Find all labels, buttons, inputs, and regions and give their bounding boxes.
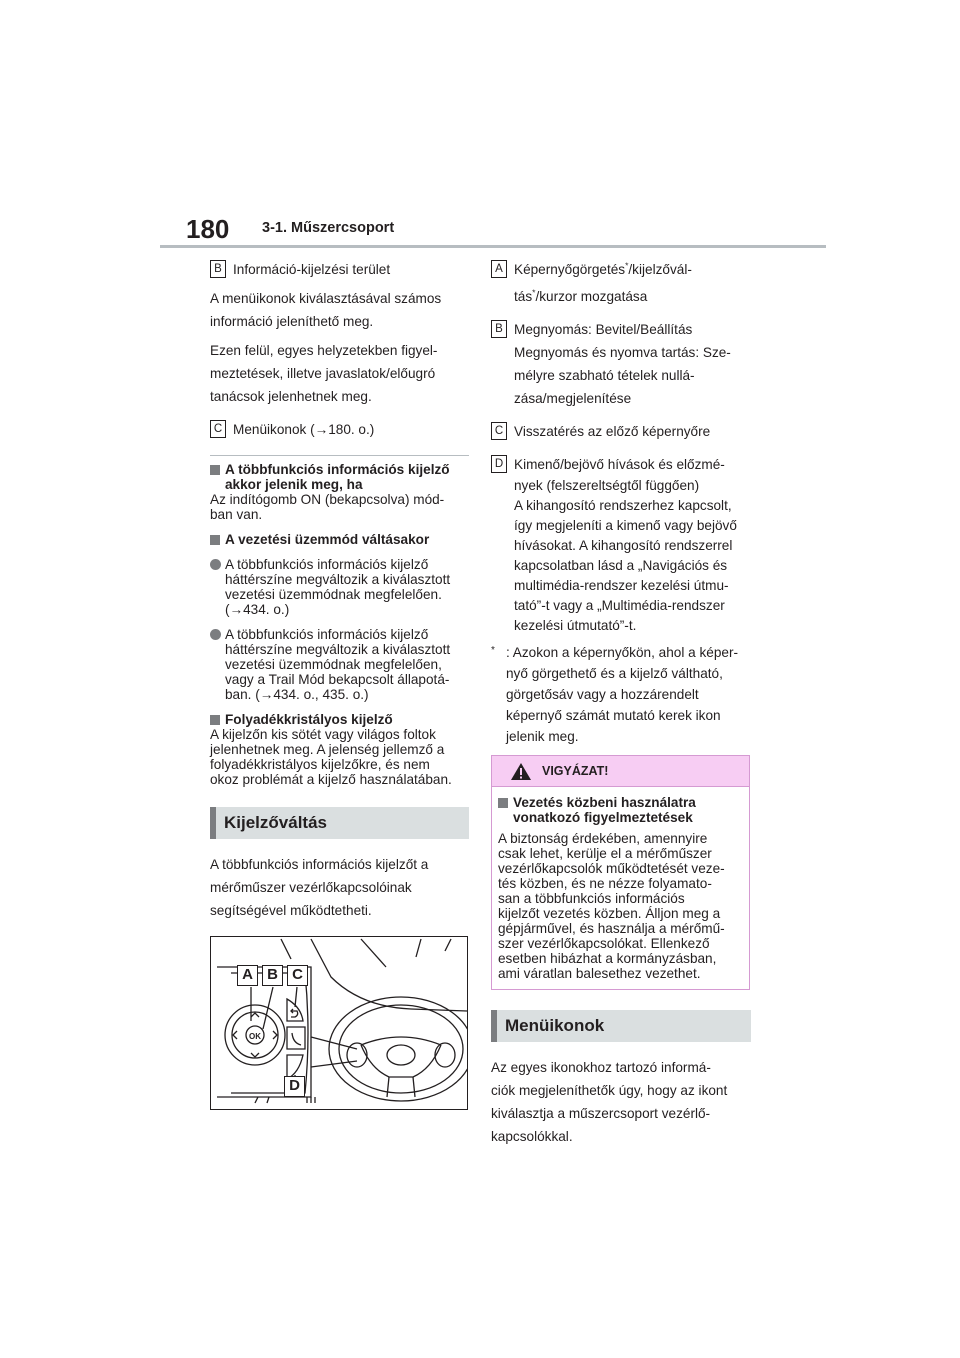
round-bullet-icon [210, 629, 221, 640]
bullet-item: A többfunkciós információs kijelző háttérszíne megváltozik a kiválasztott vezetési üzemmódnak megfelelően, vagy a Trail Mód bekapcsolt állapotá- ban. (→434. o., 435. o.) [210, 627, 469, 702]
caution-box [491, 755, 750, 990]
item-d-calls: D Kimenő/bejövő hívások és előzmé- [491, 453, 751, 476]
item-b-info-area [210, 258, 469, 281]
label-box-b: B [491, 320, 507, 338]
text-line: jelenhetnek meg. A jelenség jellemző a [210, 742, 445, 757]
item-a-scroll: A Képernyőgörgetés*/kijelzővál- [491, 258, 751, 281]
text-line: okoz problémát a kijelző használatában. [210, 772, 452, 787]
paragraph-line: segítségével működtetheti. [210, 903, 372, 918]
figure-label-d: D [284, 1076, 305, 1097]
item-b-press: B Megnyomás: Bevitel/Beállítás [491, 318, 751, 341]
item-b-title: Információ-kijelzési terület [233, 262, 391, 277]
square-bullet-icon [210, 465, 220, 475]
right-column [491, 258, 751, 1148]
item-c-title: Menüikonok (→180. o.) [233, 422, 375, 437]
section-header: 3-1. Műszercsoport [262, 220, 395, 236]
text-line: nyek (felszereltségtől függően) [514, 478, 700, 493]
figure-label-b: B [262, 965, 283, 986]
square-bullet-icon [498, 798, 508, 808]
round-bullet-icon [210, 559, 221, 570]
label-box-d: D [491, 455, 507, 473]
square-bullet-icon [210, 535, 220, 545]
divider [210, 455, 469, 456]
text-line: mélyre szabható tételek nullá- [514, 368, 695, 383]
paragraph-line: kapcsolókkal. [491, 1129, 573, 1144]
text-line: így megjeleníti a kimenő vagy bejövő [514, 518, 737, 533]
text-line: folyadékkristályos kijelzőkre, és nem [210, 757, 430, 772]
text-line: hívásokat. A kihangosító rendszerrel [514, 538, 733, 553]
left-column [210, 258, 469, 1110]
label-box-a: A [491, 260, 507, 278]
figure-label-a: A [237, 965, 258, 986]
caution-subheading: Vezetés közbeni használatra vonatkozó figyelmeztetések [498, 795, 743, 825]
paragraph-line: kiválasztja a műszercsoport vezérlő- [491, 1106, 711, 1121]
paragraph-line: információ jeleníthető meg. [210, 314, 374, 329]
text-line: zása/megjelenítése [514, 391, 632, 406]
bullet-item: A többfunkciós információs kijelző háttérszíne megváltozik a kiválasztott vezetési üzemmódnak megfelelően. (→434. o.) [210, 557, 469, 617]
square-bullet-icon [210, 715, 220, 725]
text-line: A kihangosító rendszerhez kapcsolt, [514, 498, 732, 513]
label-box-b: B [210, 260, 226, 278]
section-title-bar [210, 807, 469, 839]
text-line: kezelési útmutató”-t. [514, 618, 637, 633]
warning-triangle-icon [510, 762, 532, 781]
item-c-back: C Visszatérés az előző képernyőre [491, 420, 751, 443]
text-line: Az indítógomb ON (bekapcsolva) mód- [210, 492, 445, 507]
text-line: A kijelzőn kis sötét vagy világos foltok [210, 727, 436, 742]
text-line: kapcsolatban lásd a „Navigációs és [514, 558, 728, 573]
header-rule [160, 245, 826, 248]
text-line: Megnyomás és nyomva tartás: Sze- [514, 345, 731, 360]
caution-body: Vezetés közbeni használatra vonatkozó figyelmeztetések A biztonság érdekében, amennyire csak lehet, kerülje el a mérőműszer vezérlőkapcsolók működtetését veze- tés közben, és ne nézze folyamato- san a többfunkciós információs kijelzőt vezetés közben. Álljon meg a gépjárművel, és használja a mérőmű- szer vezérlőkapcsolókat. Ellenkező esetben hibázhat a kormányzásban, ami váratlan balesethez vezethet. [492, 787, 749, 989]
page-number: 180 [186, 214, 230, 244]
section-title: Kijelzőváltás [224, 813, 327, 832]
paragraph-line: A többfunkciós információs kijelzőt a [210, 857, 429, 872]
paragraph-line: Az egyes ikonokhoz tartozó informá- [491, 1060, 711, 1075]
paragraph-line: meztetések, illetve javaslatok/előugró [210, 366, 436, 381]
paragraph-line: Ezen felül, egyes helyzetekben figyel- [210, 343, 438, 358]
label-box-c: C [491, 422, 507, 440]
item-c-menu-icons [210, 418, 469, 441]
paragraph-line: A menüikonok kiválasztásával számos [210, 291, 442, 306]
ok-button-label: OK [249, 1032, 261, 1041]
figure-label-c: C [287, 965, 308, 986]
text-line: ban van. [210, 507, 263, 522]
paragraph-line: tanácsok jelenhetnek meg. [210, 389, 372, 404]
section-title: Menüikonok [505, 1016, 605, 1035]
subheading: A többfunkciós információs kijelző akkor jelenik meg, ha [210, 462, 469, 492]
caution-title: VIGYÁZAT! [542, 764, 609, 778]
label-box-c: C [210, 420, 226, 438]
subheading: A vezetési üzemmód váltásakor [210, 532, 469, 547]
footnote: * : Azokon a képernyőkön, ahol a képer- nyő görgethető és a kijelző váltható, görgetősáv vagy a hozzárendelt képernyő számát mutató kerek ikon jelenik meg. [491, 645, 738, 744]
paragraph-line: mérőműszer vezérlőkapcsolóinak [210, 880, 412, 895]
text-line: tás*/kurzor mozgatása [514, 287, 648, 304]
steering-wheel-illustration [210, 936, 468, 1110]
subheading: Folyadékkristályos kijelző [210, 712, 469, 727]
section-title-bar [491, 1010, 751, 1042]
caution-header [492, 756, 749, 787]
text-line: tató”-t vagy a „Multimédia-rendszer [514, 598, 725, 613]
text-line: multimédia-rendszer kezelési útmu- [514, 578, 729, 593]
steering-wheel-drawing [211, 937, 467, 1109]
paragraph-line: ciók megjeleníthetők úgy, hogy az ikont [491, 1083, 728, 1098]
